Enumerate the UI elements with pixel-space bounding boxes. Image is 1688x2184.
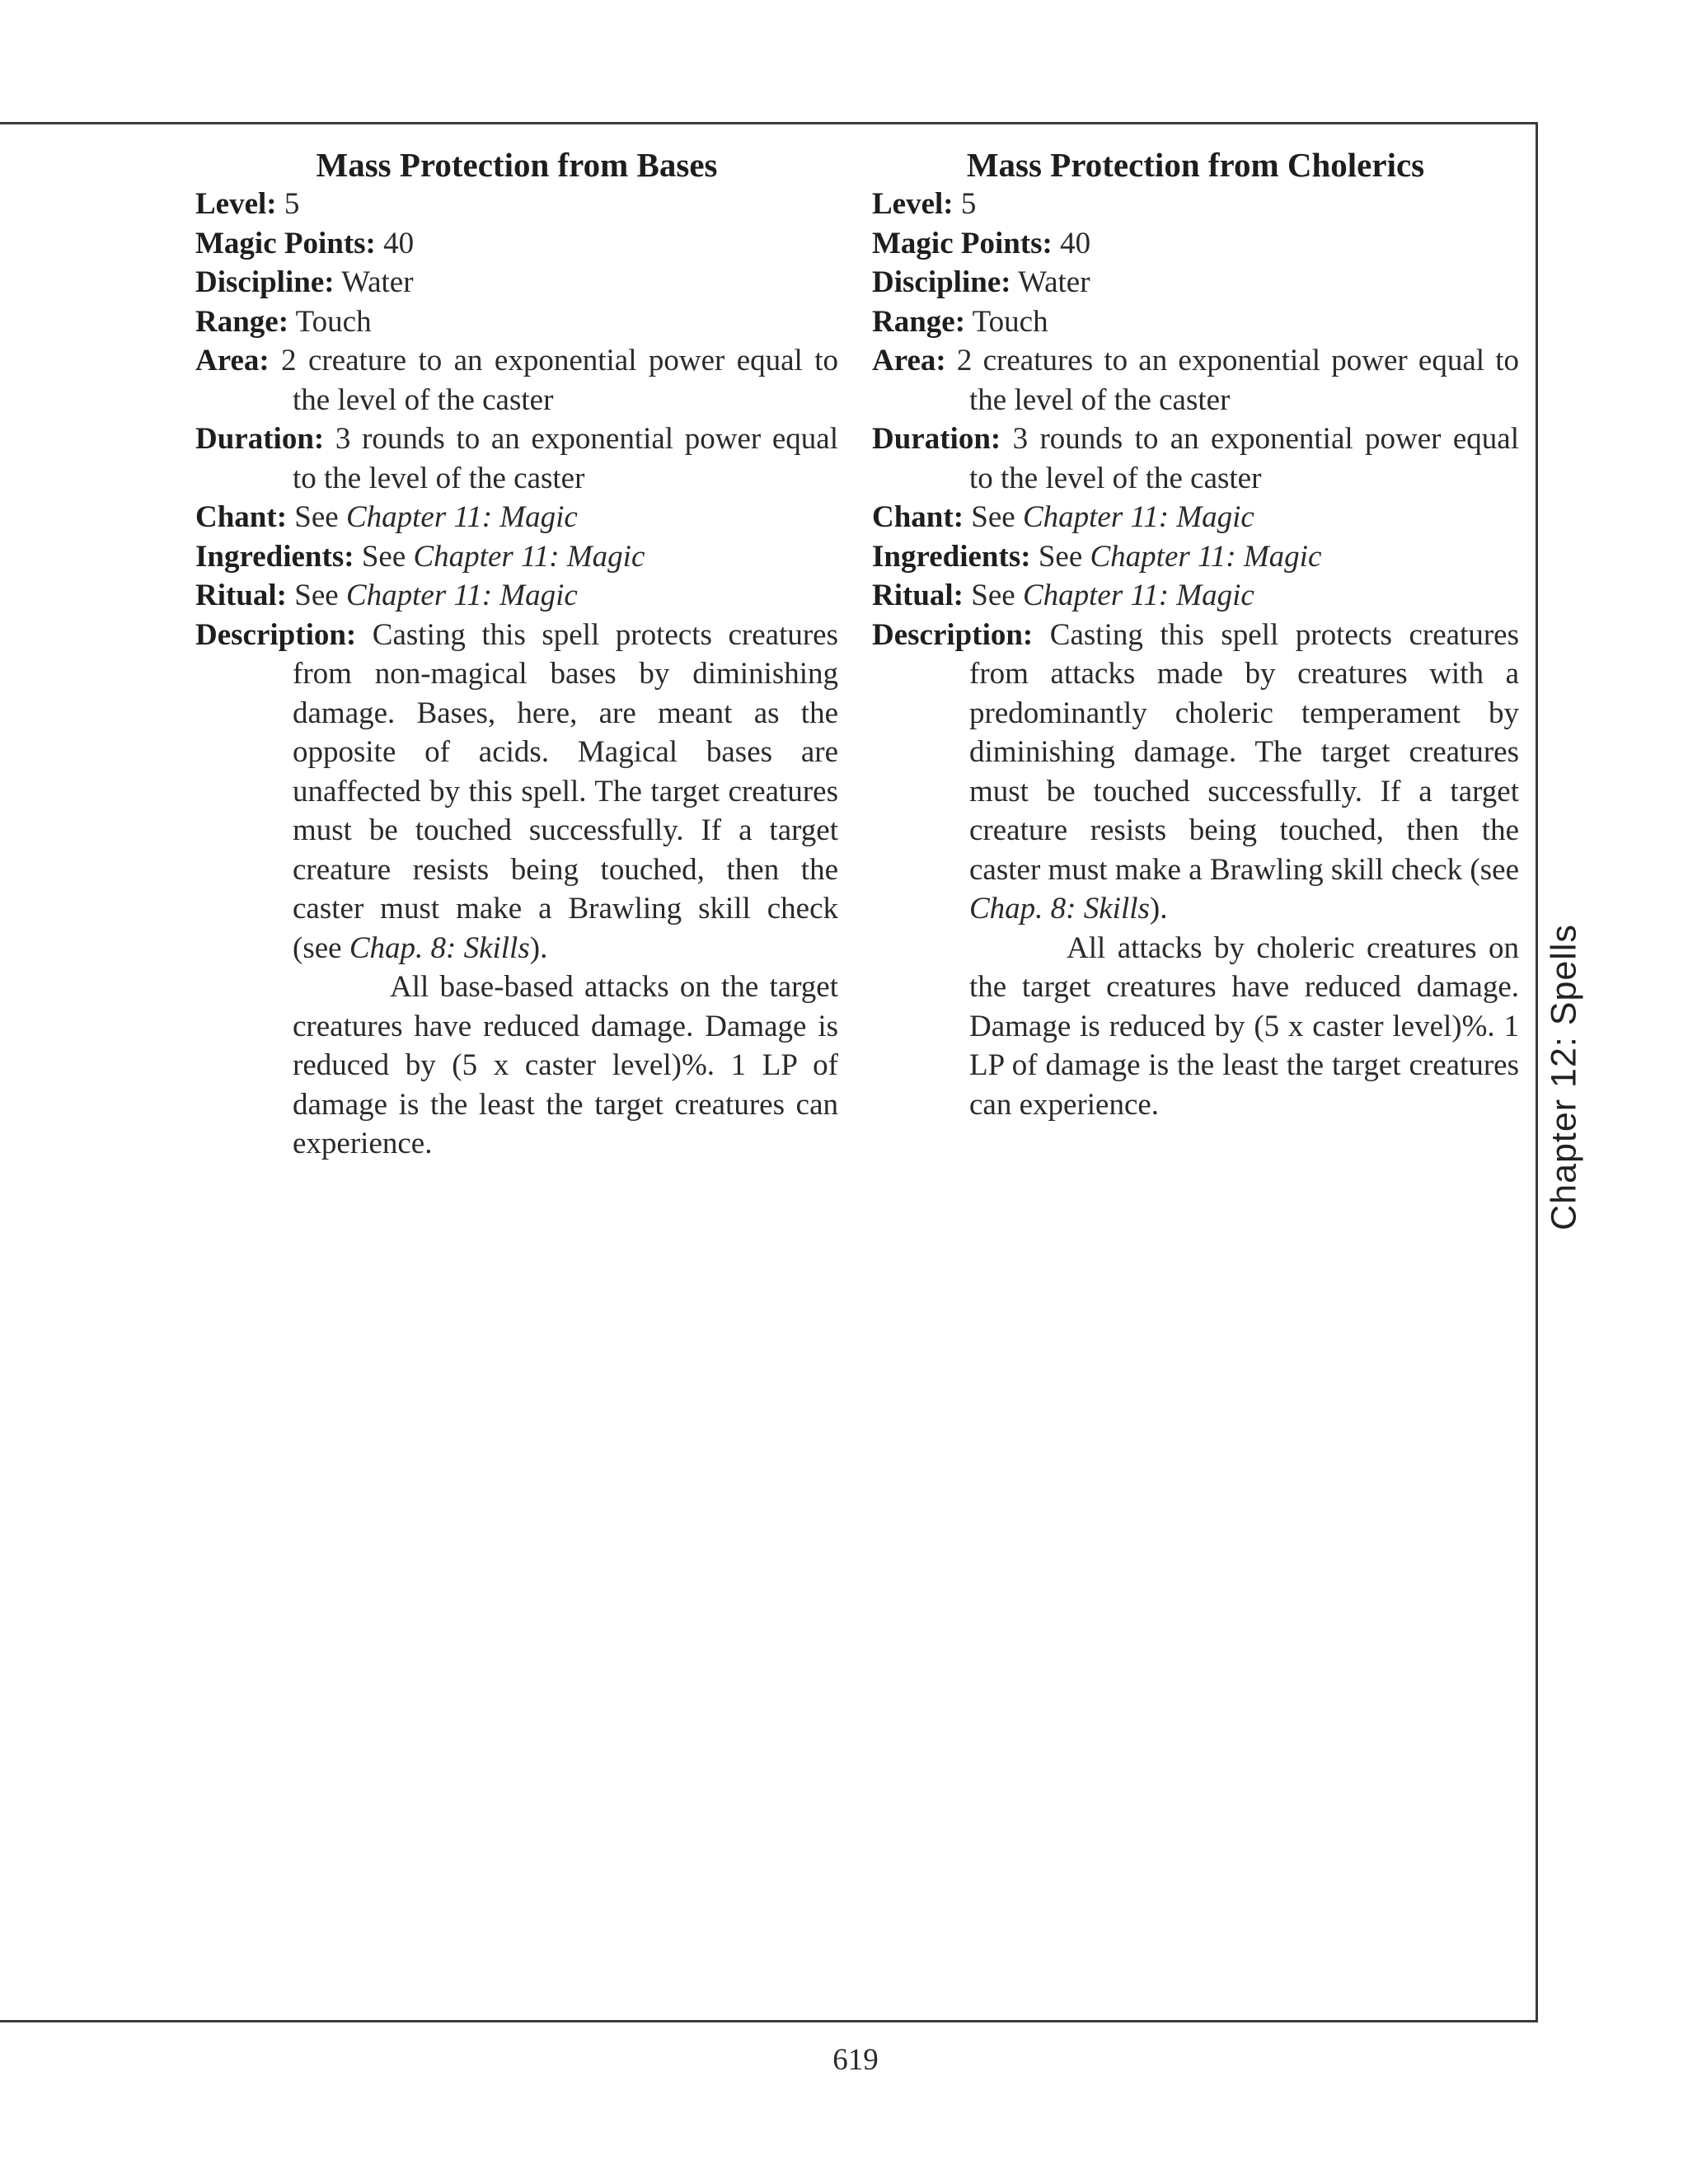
range-value: Touch <box>965 304 1048 339</box>
description-reference: Chap. 8: Skills <box>349 930 530 965</box>
ritual-label: Ritual: <box>195 579 287 612</box>
ritual-field <box>872 576 1519 616</box>
ingredients-label: Ingredients: <box>195 539 354 574</box>
description-end: ). <box>529 930 548 965</box>
duration-label: Duration: <box>872 422 1001 456</box>
discipline-value: Water <box>1010 265 1090 299</box>
area-field <box>195 341 838 419</box>
duration-field <box>195 419 838 498</box>
range-label: Range: <box>195 304 289 339</box>
description-field <box>872 616 1519 929</box>
range-field <box>195 302 838 342</box>
magic-points-field <box>872 224 1519 264</box>
discipline-label: Discipline: <box>872 265 1011 299</box>
discipline-value: Water <box>334 265 414 299</box>
chant-label: Chant: <box>872 500 964 534</box>
level-label: Level: <box>872 187 954 221</box>
ingredients-reference: Chapter 11: Magic <box>1090 539 1322 574</box>
discipline-label: Discipline: <box>195 265 335 299</box>
chapter-side-tab-label: Chapter 12: Spells <box>1544 924 1584 1230</box>
spell-title: Mass Protection from Cholerics <box>966 146 1425 184</box>
description-text: Casting this spell protects creatures from attacks made by creatures with a predominantly choleric temperament by diminishing damage. The target creatures must be touched successfully. If a target creature resists being touched, then the caster must make a Brawling skill check (see <box>969 617 1519 887</box>
page-number: 619 <box>832 2043 879 2077</box>
chant-label: Chant: <box>195 500 288 534</box>
spell-column-right <box>872 142 1519 1124</box>
ingredients-reference: Chapter 11: Magic <box>413 539 645 574</box>
magic-points-value: 40 <box>1052 226 1091 260</box>
spell-title: Mass Protection from Bases <box>316 146 718 184</box>
chant-field <box>195 498 838 537</box>
ritual-reference: Chapter 11: Magic <box>1022 579 1254 612</box>
magic-points-value: 40 <box>375 226 415 260</box>
ingredients-label: Ingredients: <box>872 539 1031 574</box>
ritual-label: Ritual: <box>872 579 964 612</box>
level-value: 5 <box>953 187 977 221</box>
duration-field <box>872 419 1519 498</box>
description-paragraph-2: All attacks by choleric creatures on the target creatures have reduced damage. Damage is reduced by (5 x caster level)%. 1 LP of damage is the least the target creatures can experience. <box>969 930 1519 1122</box>
ingredients-field <box>872 537 1519 577</box>
description-field <box>195 616 838 968</box>
magic-points-label: Magic Points: <box>872 226 1053 260</box>
ingredients-see: See <box>354 539 414 574</box>
description-end: ). <box>1149 892 1168 926</box>
chant-reference: Chapter 11: Magic <box>1022 500 1254 534</box>
description-label: Description: <box>872 617 1034 652</box>
area-field <box>872 341 1519 419</box>
range-value: Touch <box>288 304 372 339</box>
ritual-see: See <box>964 579 1023 612</box>
discipline-field <box>195 263 838 302</box>
discipline-field <box>872 263 1519 302</box>
level-field <box>872 185 1519 224</box>
area-label: Area: <box>195 344 270 377</box>
area-value: 2 creature to an exponential power equal to the level of the caster <box>269 344 838 417</box>
ingredients-see: See <box>1030 539 1090 574</box>
description-paragraph-2: All base-based attacks on the target creatures have reduced damage. Damage is reduced by (5 x caster level)%. 1 LP of damage is the least the target creatures can experience. <box>293 970 838 1160</box>
description-label: Description: <box>195 617 357 652</box>
ritual-see: See <box>287 579 346 612</box>
range-label: Range: <box>872 304 966 339</box>
level-field <box>195 185 838 224</box>
area-label: Area: <box>872 344 946 377</box>
area-value: 2 creatures to an exponential power equal to the level of the caster <box>945 344 1519 417</box>
description-reference: Chap. 8: Skills <box>969 892 1150 926</box>
chant-field <box>872 498 1519 537</box>
duration-value: 3 rounds to an exponential power equal to the level of the caster <box>293 422 838 495</box>
range-field <box>872 302 1519 342</box>
chant-reference: Chapter 11: Magic <box>345 500 578 534</box>
magic-points-label: Magic Points: <box>195 226 376 260</box>
level-label: Level: <box>195 187 277 221</box>
ritual-field <box>195 576 838 616</box>
level-value: 5 <box>276 187 300 221</box>
spell-column-left <box>195 142 838 1164</box>
description-text: Casting this spell protects creatures from non-magical bases by diminishing damage. Bases, here, are meant as the opposite of acids. Magical bases are unaffected by this spell. The target creatures must be touched successfully. If a target creature resists being touched, then the caster must make a Brawling skill check (see <box>293 617 838 965</box>
magic-points-field <box>195 224 838 264</box>
chant-see: See <box>964 500 1023 534</box>
duration-value: 3 rounds to an exponential power equal to the level of the caster <box>969 422 1519 495</box>
ingredients-field <box>195 537 838 577</box>
chant-see: See <box>287 500 346 534</box>
chapter-side-tab <box>1541 917 1587 1237</box>
duration-label: Duration: <box>195 422 325 456</box>
ritual-reference: Chapter 11: Magic <box>345 579 578 612</box>
